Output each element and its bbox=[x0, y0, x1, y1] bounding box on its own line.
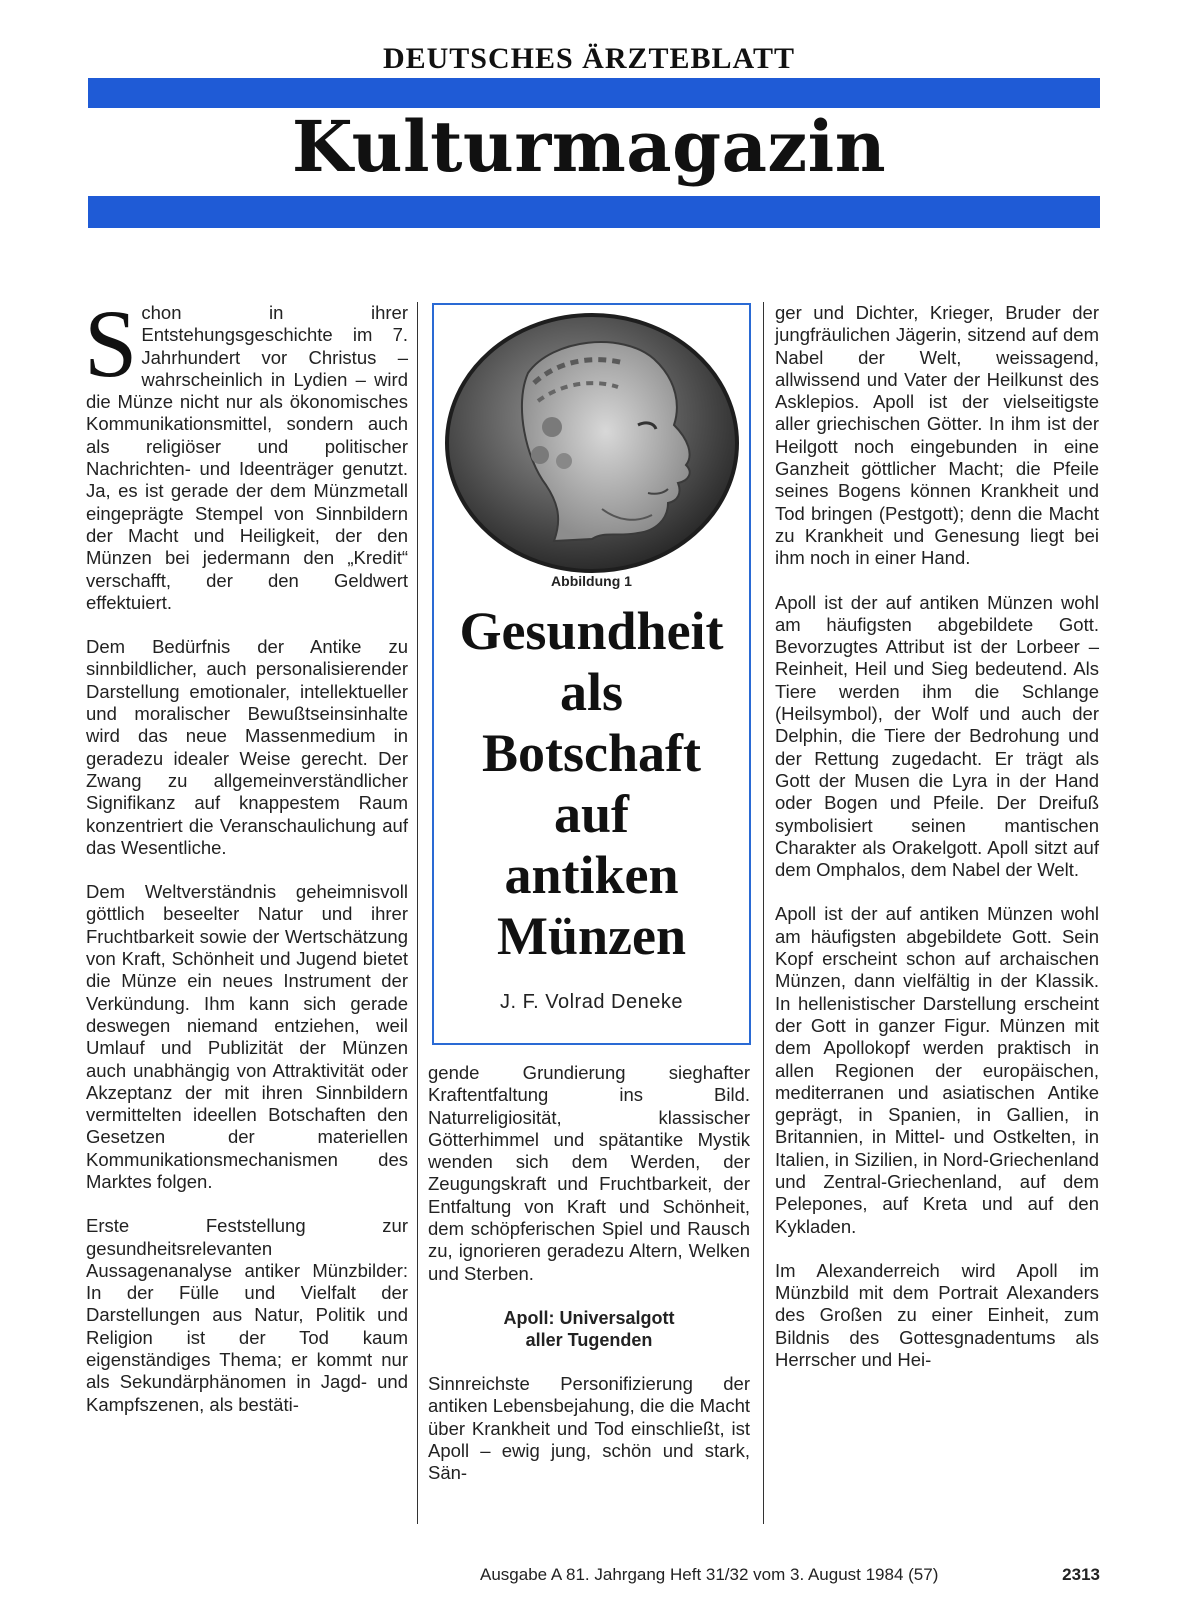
feature-box bbox=[432, 303, 751, 1045]
headline-line: als bbox=[559, 662, 624, 722]
headline-line: auf bbox=[553, 784, 629, 844]
column-divider bbox=[763, 302, 764, 1524]
paragraph: Apoll ist der auf antiken Münzen wohl am häufigsten abgebildete Gott. Bevorzugtes Attribut ist der Lorbeer – Reinheit, Heil und Sieg bedeutend. Als Tiere werden ihm die Schlange (Heilsymbol), der Wolf und auch der Delphin, die Tiere der Bedrohung und der Rettung zugedacht. Er trägt als Gott der Musen die Lyra in der Hand oder Bogen und Pfeile. Der Dreifuß symbolisiert seinen mantischen Charakter als Orakelgott. Apoll sitzt auf dem Omphalos, dem Nabel der Welt. bbox=[775, 591, 1099, 881]
coin-apollo-head-image bbox=[442, 309, 743, 575]
section-title: Kulturmagazin bbox=[291, 105, 887, 188]
subheading bbox=[428, 1307, 750, 1351]
paragraph: Apoll ist der auf antiken Münzen wohl am häufigsten abgebildete Gott. Sein Kopf erscheint schon auf archaischen Münzen, dann vielfältig in der Klassik. In hellenistischer Darstellung erscheint der Gott in ganzer Figur. Münzen mit dem Apollokopf werden praktisch in allen Regionen der europäischen, mediterranen und asiatischen Antike geprägt, in Spanien, in Gallien, in Britannien, in Mittel- und Ostkelten, in Italien, in Sizilien, in Nord-Griechenland und Zentral-Griechenland, auf dem Pelepones, auf Kreta und auf den Kykladen. bbox=[775, 903, 1099, 1237]
subheading-line: Apoll: Universalgott bbox=[503, 1307, 675, 1328]
paragraph: Erste Feststellung zur gesundheitsrelevanten Aussagenanalyse antiker Münzbilder: In der Fülle und Vielfalt der Darstellungen aus Natur, Politik und Religion ist der Tod kaum eigenständiges Thema; er kommt nur als Sekundärphänomen in Jagd- und Kampfszenen, als bestäti- bbox=[86, 1215, 408, 1415]
paragraph-text: chon in ihrer Entstehungsgeschichte im 7. Jahrhundert vor Christus – wahrscheinlich in Lydien – wird die Münze nicht nur als ökonomisches Kommunikationsmittel, sondern auch als religiöser und politischer Nachrichten- und Ideenträger genutzt. Ja, es ist gerade der dem Münzmetall eingeprägte Stempel von Sinnbildern der Macht und Heiligkeit, der den Münzen bei jedermann den „Kredit“ verschafft, der den Geldwert effektuiert. bbox=[86, 302, 408, 613]
paragraph: Dem Bedürfnis der Antike zu sinnbildlicher, auch personalisierender Darstellung emotionaler, intellektueller und moralischer Bewußtseinsinhalte wird das neue Massenmedium in geradezu idealer Weise gerecht. Der Zwang zu allgemeinverständlicher Signifikanz auf knappestem Raum konzentriert die Veranschaulichung auf das Wesentliche. bbox=[86, 636, 408, 858]
headline-line: Botschaft bbox=[482, 723, 701, 783]
article-headline bbox=[434, 601, 749, 967]
article-column-left bbox=[84, 290, 408, 1416]
page-number: 2313 bbox=[1062, 1565, 1100, 1584]
article-column-right bbox=[775, 302, 1099, 1371]
drop-cap: S bbox=[84, 290, 138, 397]
issue-info: Ausgabe A 81. Jahrgang Heft 31/32 vom 3. August 1984 (57) bbox=[480, 1565, 939, 1584]
author-byline: J. F. Volrad Deneke bbox=[500, 991, 683, 1013]
subheading-line: aller Tugenden bbox=[525, 1329, 653, 1350]
headline-line: Münzen bbox=[497, 906, 686, 966]
paragraph: Dem Weltverständnis geheimnisvoll göttlich beseelter Natur und ihrer Fruchtbarkeit sowie der Wertschätzung von Kraft, Schönheit und Jugend bietet die Münze ein neues Instrument der Verkündung. Ihm kann sich gerade deswegen niemand entziehen, weil Umlauf und Publizität der Münzen auch unabhängig von Attraktivität oder Akzeptanz der mit ihren Sinnbildern vermittelten ideellen Botschaften den Gesetzen der materiellen Kommunikationsmechanismen des Marktes folgen. bbox=[86, 881, 408, 1192]
paragraph: Im Alexanderreich wird Apoll im Münzbild mit dem Portrait Alexanders des Großen zu einer Einheit, zum Bildnis des Gottesgnadentums als Herrscher und Hei- bbox=[775, 1259, 1099, 1371]
accent-bar-bottom bbox=[88, 196, 1100, 228]
headline-line: Gesundheit bbox=[459, 601, 724, 661]
paragraph bbox=[84, 290, 408, 614]
coin-image bbox=[442, 309, 743, 575]
column-divider bbox=[417, 302, 418, 1524]
paragraph: ger und Dichter, Krieger, Bruder der jungfräulichen Jägerin, sitzend auf dem Nabel der Welt, weissagend, allwissend und Vater der Heilkunst des Asklepios. Apoll ist der vielseitigste aller griechischen Götter. In ihm ist der Heilgott noch eingebunden in eine Ganzheit göttlicher Macht; die Pfeile seines Bogens können Krankheit und Tod bringen (Pestgott); denn die Macht zu Krankheit und Genesung liegt bei ihm noch in einer Hand. bbox=[775, 302, 1099, 569]
masthead: DEUTSCHES ÄRZTEBLATT bbox=[382, 42, 796, 75]
headline-line: antiken bbox=[504, 845, 679, 905]
paragraph: gende Grundierung sieghafter Kraftentfaltung ins Bild. Naturreligiosität, klassischer Götterhimmel und spätantike Mystik wenden sich dem Werden, der Zeugungskraft und Fruchtbarkeit, der Entfaltung von Kraft und Schönheit, dem schöpferischen Spiel und Rausch zu, ignorieren geradezu Altern, Welken und Sterben. bbox=[428, 1062, 750, 1284]
paragraph: Sinnreichste Personifizierung der antiken Lebensbejahung, die die Macht über Krankheit und Tod einschließt, ist Apoll – ewig jung, schön und stark, Sän- bbox=[428, 1372, 750, 1484]
article-column-middle bbox=[428, 1062, 750, 1484]
image-caption: Abbildung 1 bbox=[551, 573, 632, 589]
